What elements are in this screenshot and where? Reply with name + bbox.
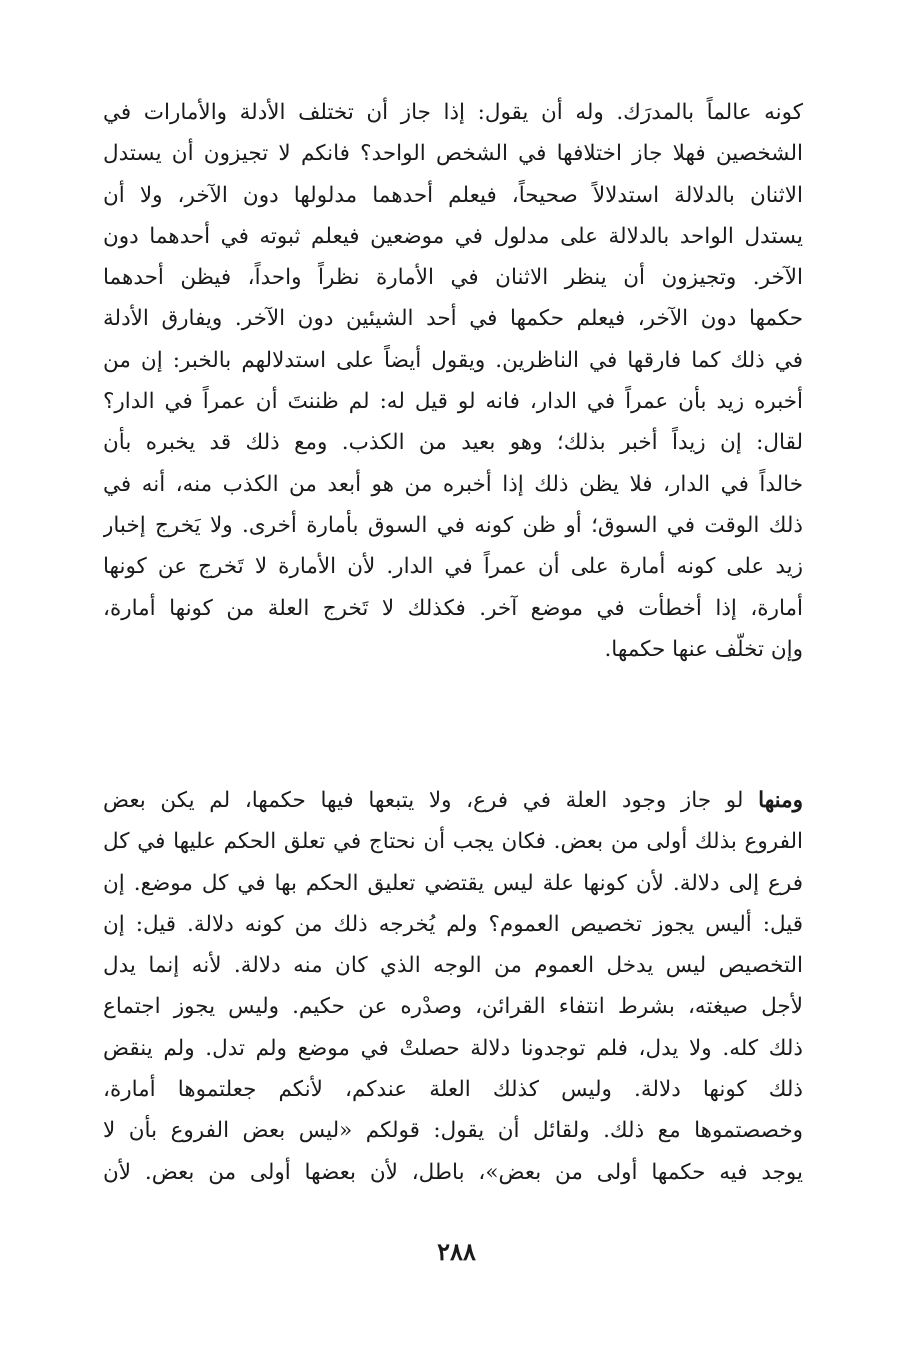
text-line: زيد على كونه أمارة على أن عمراً في الدار. لأن الأمارة لا تَخرج عن كونها bbox=[103, 554, 803, 580]
text-line: أمارة، إذا أخطأت في موضع آخر. فكذلك لا تَخرج العلة من كونها أمارة، bbox=[103, 595, 803, 621]
text-line: التخصيص ليس يدخل العموم من الوجه الذي كان منه دلالة. لأنه إنما يدل bbox=[103, 953, 803, 979]
text-line: الشخصين فهلا جاز اختلافها في الشخص الواحد؟ فانكم لا تجيزون أن يستدل bbox=[103, 141, 803, 167]
text-line: يستدل الواحد بالدلالة على مدلول في موضعين فيعلم ثبوته في أحدهما دون bbox=[103, 223, 803, 249]
first-line-text: لو جاز وجود العلة في فرع، ولا يتبعها فيها حكمها، لم يكن بعض bbox=[103, 788, 759, 813]
paragraph-2 bbox=[103, 780, 803, 1193]
text-line: ذلك الوقت في السوق؛ أو ظن كونه في السوق بأمارة أخرى. ولا يَخرج إخبار bbox=[103, 512, 803, 538]
lead-word: ومنها bbox=[758, 788, 803, 813]
text-line: الاثنان بالدلالة استدلالاً صحيحاً، فيعلم أحدهما مدلولها دون الآخر، ولا أن bbox=[103, 182, 803, 208]
page-number: ٢٨٨ bbox=[437, 1237, 476, 1266]
text-line: خالداً في الدار، فلا يظن ذلك إذا أخبره من هو أبعد من الكذب منه، أنه في bbox=[103, 471, 803, 497]
paragraph-1 bbox=[103, 92, 803, 670]
text-line: لأجل صيغته، بشرط انتفاء القرائن، وصدْره عن حكيم. وليس يجوز اجتماع bbox=[103, 994, 803, 1020]
text-line: فرع إلى دلالة. لأن كونها علة ليس يقتضي تعليق الحكم بها في كل موضع. إن bbox=[103, 870, 803, 896]
text-line: ذلك كله. ولا يدل، فلم توجدونا دلالة حصلتْ في موضع ولم تدل. ولم ينقض bbox=[103, 1035, 803, 1061]
text-line: وخصصتموها مع ذلك. ولقائل أن يقول: قولكم «ليس بعض الفروع بأن لا bbox=[103, 1118, 803, 1144]
text-line: كونه عالماً بالمدرَك. وله أن يقول: إذا جاز أن تختلف الأدلة والأمارات في bbox=[103, 100, 803, 125]
text-line: حكمها دون الآخر، فيعلم حكمها في أحد الشيئين دون الآخر. ويفارق الأدلة bbox=[103, 306, 803, 332]
text-line: قيل: أليس يجوز تخصيص العموم؟ ولم يُخرجه ذلك من كونه دلالة. قيل: إن bbox=[103, 911, 803, 937]
text-line: يوجد فيه حكمها أولى من بعض»، باطل، لأن بعضها أولى من بعض. لأن bbox=[103, 1159, 803, 1185]
text-line: الفروع بذلك أولى من بعض. فكان يجب أن نحتاج في تعلق الحكم عليها في كل bbox=[103, 829, 803, 855]
text-line: في ذلك كما فارقها في الناظرين. ويقول أيضاً على استدلالهم بالخبر: إن من bbox=[103, 347, 803, 373]
text-line-first bbox=[103, 780, 803, 821]
text-line: لقال: إن زيداً أخبر بذلك؛ وهو بعيد من الكذب. ومع ذلك قد يخبره بأن bbox=[103, 430, 803, 456]
text-line: الآخر. وتجيزون أن ينظر الاثنان في الأمارة نظراً واحداً، فيظن أحدهما bbox=[103, 265, 803, 291]
text-line: أخبره زيد بأن عمراً في الدار، فانه لو قيل له: لم ظننتَ أن عمراً في الدار؟ bbox=[103, 389, 803, 415]
text-line: وإن تخلّف عنها حكمها. bbox=[604, 636, 803, 662]
text-line: ذلك كونها دلالة. وليس كذلك العلة عندكم، لأنكم جعلتموها أمارة، bbox=[103, 1077, 803, 1103]
